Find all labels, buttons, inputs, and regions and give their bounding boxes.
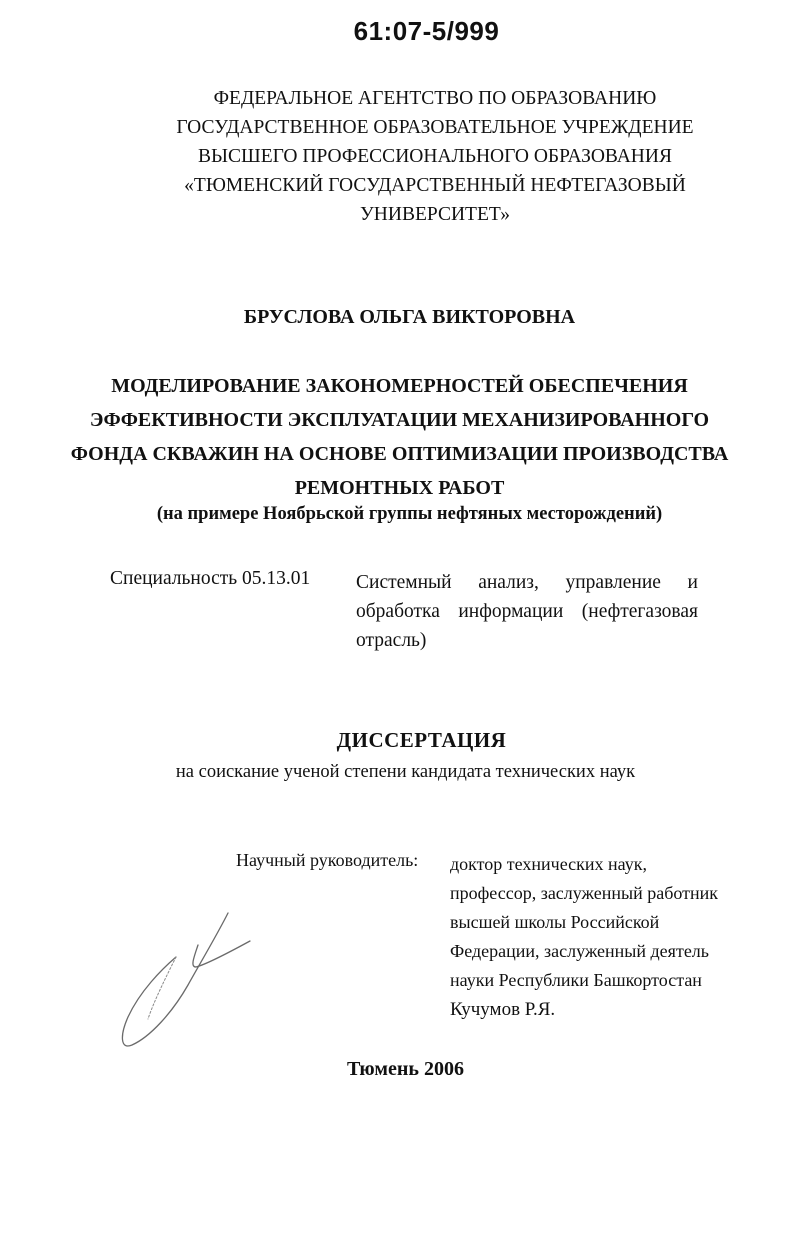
- handwritten-signature: [110, 905, 260, 1055]
- organization-line: «ТЮМЕНСКИЙ ГОСУДАРСТВЕННЫЙ НЕФТЕГАЗОВЫЙ: [184, 175, 686, 196]
- supervisor-name: Кучумов Р.Я.: [450, 999, 556, 1020]
- specialty-line: [356, 597, 698, 626]
- specialty-description: [356, 568, 698, 655]
- signature-stroke: [193, 941, 250, 967]
- specialty-word: (нефтегазовая: [581, 601, 698, 622]
- organization-line: ГОСУДАРСТВЕННОЕ ОБРАЗОВАТЕЛЬНОЕ УЧРЕЖДЕНИЕ: [176, 117, 694, 138]
- specialty-word: Системный: [356, 572, 452, 593]
- organization-line: ВЫСШЕГО ПРОФЕССИОНАЛЬНОГО ОБРАЗОВАНИЯ: [198, 146, 672, 167]
- specialty-line: [356, 568, 698, 597]
- supervisor-line: науки Республики Башкортостан: [450, 970, 702, 990]
- title-line: МОДЕЛИРОВАНИЕ ЗАКОНОМЕРНОСТЕЙ ОБЕСПЕЧЕНИЯ: [111, 375, 688, 397]
- catalog-number: 61:07-5/999: [353, 16, 500, 46]
- supervisor-details: [450, 850, 718, 1024]
- organization-block: [165, 84, 705, 229]
- specialty-word: информации: [458, 601, 564, 622]
- signature-stroke: [122, 913, 228, 1046]
- dissertation-purpose: на соискание ученой степени кандидата технических наук: [175, 762, 636, 782]
- organization-line: ФЕДЕРАЛЬНОЕ АГЕНТСТВО ПО ОБРАЗОВАНИЮ: [213, 88, 657, 109]
- supervisor-line: высшей школы Российской: [450, 912, 660, 932]
- supervisor-label: Научный руководитель:: [236, 850, 419, 870]
- dissertation-subtitle: (на примере Ноябрьской группы нефтяных месторождений): [156, 504, 663, 524]
- title-line: РЕМОНТНЫХ РАБОТ: [294, 477, 505, 499]
- supervisor-line: Федерации, заслуженный деятель: [450, 941, 709, 961]
- city-year: Тюмень 2006: [347, 1058, 464, 1080]
- title-line: ФОНДА СКВАЖИН НА ОСНОВЕ ОПТИМИЗАЦИИ ПРОИЗВОДСТВА: [70, 443, 729, 465]
- organization-line: УНИВЕРСИТЕТ»: [359, 204, 511, 225]
- supervisor-line: профессор, заслуженный работник: [450, 883, 719, 903]
- specialty-line: отрасль): [356, 630, 427, 651]
- author-name: БРУСЛОВА ОЛЬГА ВИКТОРОВНА: [243, 306, 576, 328]
- specialty-word: управление: [565, 572, 661, 593]
- specialty-word: и: [687, 572, 698, 593]
- dissertation-heading: ДИССЕРТАЦИЯ: [336, 728, 507, 752]
- specialty-label: Специальность 05.13.01: [110, 568, 311, 589]
- supervisor-line: доктор технических наук,: [450, 854, 647, 874]
- specialty-word: обработка: [356, 601, 440, 622]
- dissertation-title: [0, 369, 799, 505]
- specialty-word: анализ,: [478, 572, 539, 593]
- title-line: ЭФФЕКТИВНОСТИ ЭКСПЛУАТАЦИИ МЕХАНИЗИРОВАННОГО: [89, 409, 710, 431]
